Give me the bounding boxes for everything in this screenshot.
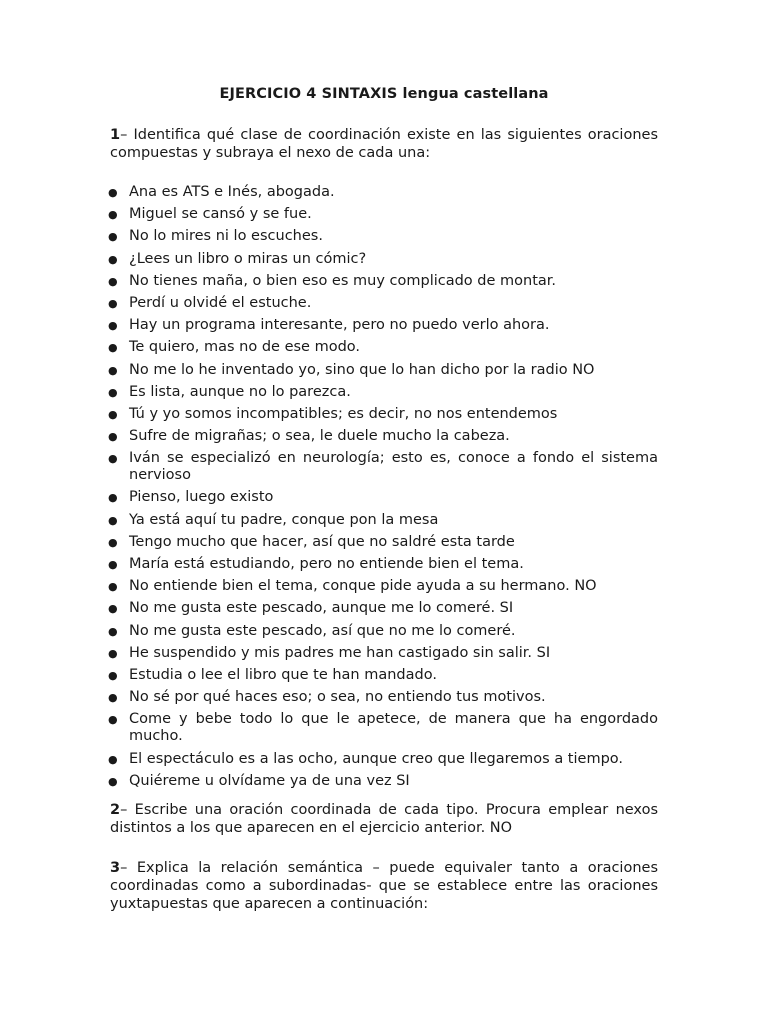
list-item-text: Come y bebe todo lo que le apetece, de manera que ha engordado mucho. xyxy=(129,711,658,745)
list-item-text: No entiende bien el tema, conque pide ayuda a su hermano. NO xyxy=(129,578,597,595)
list-item-text: No sé por qué haces eso; o sea, no entiendo tus motivos. xyxy=(129,689,546,706)
bullet-icon: ● xyxy=(108,230,118,244)
document-title: EJERCICIO 4 SINTAXIS lengua castellana xyxy=(219,86,549,102)
list-item-text: Ana es ATS e Inés, abogada. xyxy=(129,184,335,200)
list-item-text: Perdí u olvidé el estuche. xyxy=(129,294,312,311)
exercise-3-number: 3 xyxy=(110,860,121,876)
bullet-icon: ● xyxy=(108,407,118,421)
bullet-icon: ● xyxy=(108,186,118,199)
list-item xyxy=(110,645,658,662)
bullet-icon: ● xyxy=(108,535,118,549)
list-item xyxy=(110,406,658,423)
bullet-icon: ● xyxy=(108,341,118,355)
list-item xyxy=(110,512,658,529)
list-item xyxy=(110,556,658,573)
bullet-icon: ● xyxy=(108,646,118,660)
list-item-text: Tú y yo somos incompatibles; es decir, no nos entendemos xyxy=(129,405,558,422)
list-item xyxy=(110,534,658,551)
bullet-icon: ● xyxy=(108,491,118,505)
list-item xyxy=(110,751,658,768)
bullet-icon: ● xyxy=(108,691,118,705)
list-item xyxy=(110,428,658,445)
bullet-icon: ● xyxy=(108,558,118,571)
list-item xyxy=(110,578,658,595)
list-item xyxy=(110,450,658,484)
bullet-icon: ● xyxy=(108,296,118,310)
exercise-1-text: – Identifica qué clase de coordinación existe en las siguientes oraciones compuestas y subraya el nexo de cada una: xyxy=(110,127,658,161)
list-item xyxy=(110,489,658,506)
list-item-text: No me lo he inventado yo, sino que lo han dicho por la radio NO xyxy=(129,361,595,378)
list-item xyxy=(110,228,658,245)
bullet-icon: ● xyxy=(108,208,118,222)
bullet-icon: ● xyxy=(108,274,118,288)
bullet-icon: ● xyxy=(108,624,118,638)
bullet-icon: ● xyxy=(108,580,118,594)
list-item-text: Miguel se cansó y se fue. xyxy=(129,206,312,223)
list-item-text: No me gusta este pescado, así que no me lo comeré. xyxy=(129,622,516,639)
list-item-text: El espectáculo es a las ocho, aunque creo que llegaremos a tiempo. xyxy=(129,750,623,767)
bullet-icon: ● xyxy=(108,774,118,788)
list-item xyxy=(110,273,658,290)
list-item-text: No lo mires ni lo escuches. xyxy=(129,228,323,245)
list-item-text: Ya está aquí tu padre, conque pon la mesa xyxy=(129,511,439,528)
list-item xyxy=(110,251,658,268)
bullet-icon: ● xyxy=(108,668,118,682)
bullet-icon: ● xyxy=(108,252,118,266)
exercise-3-instruction xyxy=(110,859,658,913)
bullet-icon: ● xyxy=(108,602,118,616)
list-item-text: Hay un programa interesante, pero no puedo verlo ahora. xyxy=(129,317,550,334)
list-item-text: Iván se especializó en neurología; esto es, conoce a fondo el sistema nervioso xyxy=(129,450,658,484)
bullet-icon: ● xyxy=(108,513,118,527)
bullet-icon: ● xyxy=(108,430,118,444)
list-item xyxy=(110,184,658,201)
exercise-2-text: – Escribe una oración coordinada de cada tipo. Procura emplear nexos distintos a los que aparecen en el ejercicio anterior. NO xyxy=(110,802,658,836)
list-item xyxy=(110,206,658,223)
list-item-text: Estudia o lee el libro que te han mandado. xyxy=(129,666,437,683)
list-item-text: Es lista, aunque no lo parezca. xyxy=(129,383,351,400)
exercise-1-number: 1 xyxy=(110,127,121,143)
exercise-2-instruction xyxy=(110,801,658,837)
list-item xyxy=(110,317,658,334)
exercise-1-instruction xyxy=(110,126,658,162)
list-item-text: María está estudiando, pero no entiende bien el tema. xyxy=(129,556,524,572)
bullet-icon: ● xyxy=(108,752,118,766)
list-item-text: Pienso, luego existo xyxy=(129,489,274,506)
list-item-text: Quiéreme u olvídame ya de una vez SI xyxy=(129,772,410,789)
list-item-text: Tengo mucho que hacer, así que no saldré esta tarde xyxy=(129,533,515,550)
list-item-text: ¿Lees un libro o miras un cómic? xyxy=(129,250,367,267)
list-item-text: Sufre de migrañas; o sea, le duele mucho la cabeza. xyxy=(129,428,510,445)
list-item xyxy=(110,295,658,312)
list-item xyxy=(110,600,658,617)
list-item xyxy=(110,339,658,356)
list-item xyxy=(110,667,658,684)
bullet-icon: ● xyxy=(108,385,118,399)
bullet-icon: ● xyxy=(108,319,118,333)
list-item-text: No me gusta este pescado, aunque me lo comeré. SI xyxy=(129,600,514,617)
bullet-icon: ● xyxy=(108,713,118,727)
bullet-icon: ● xyxy=(108,363,118,377)
list-item xyxy=(110,362,658,379)
exercise-2-number: 2 xyxy=(110,802,121,818)
exercise-3-text: – Explica la relación semántica – puede equivaler tanto a oraciones coordinadas como a subordinadas- que se establece entre las oraciones yuxtapuestas que aparecen a continuación: xyxy=(110,860,658,912)
list-item-text: He suspendido y mis padres me han castigado sin salir. SI xyxy=(129,644,551,661)
list-item xyxy=(110,773,658,790)
list-item xyxy=(110,384,658,401)
list-item xyxy=(110,711,658,745)
list-item xyxy=(110,623,658,640)
list-item-text: No tienes maña, o bien eso es muy complicado de montar. xyxy=(129,272,557,289)
bullet-icon: ● xyxy=(108,452,118,466)
list-item-text: Te quiero, mas no de ese modo. xyxy=(129,339,361,356)
sentence-list xyxy=(110,184,658,795)
list-item xyxy=(110,689,658,706)
